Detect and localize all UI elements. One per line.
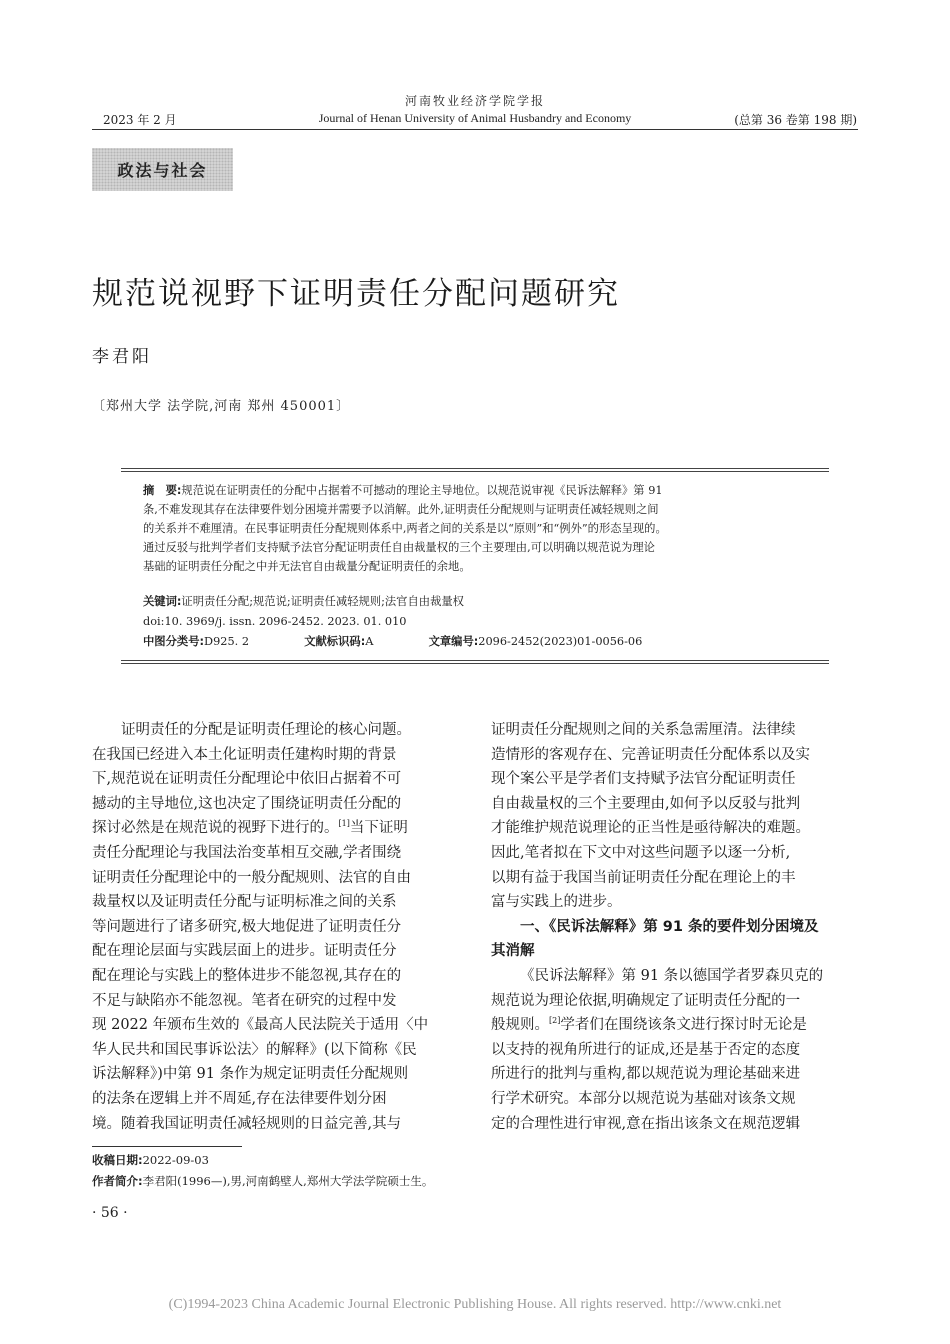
body-line: 现 2022 年颁布生效的《最高人民法院关于适用〈中	[92, 1017, 429, 1034]
body-line: 定的合理性进行审视,意在指出该条文在规范逻辑	[491, 1115, 801, 1132]
body-line: 责任分配理论与我国法治变革相互交融,学者围绕	[92, 844, 402, 861]
body-line: 在我国已经进入本土化证明责任建构时期的背景	[92, 746, 397, 763]
body-line: 规范说为理论依据,明确规定了证明责任分配的一	[491, 992, 801, 1009]
body-line: 裁量权以及证明责任分配与证明标准之间的关系	[92, 894, 397, 911]
citation-ref: [1]	[338, 819, 350, 829]
body-line: 《民诉法解释》第 91 条以德国学者罗森贝克的	[520, 967, 824, 984]
copyright-notice: (C)1994-2023 China Academic Journal Electronic Publishing House. All rights reserved. http://www.cnki.net	[168, 1297, 782, 1312]
abstract-line: 通过反驳与批判学者们支持赋予法官分配证明责任自由裁量权的三个主要理由,可以明确以规范说为理论	[143, 541, 655, 554]
body-line: 诉法解释》)中第 91 条作为规定证明责任分配规则	[92, 1066, 409, 1083]
journal-title-en: Journal of Henan University of Animal Husbandry and Economy	[318, 111, 632, 125]
volume-info: (总第 36 卷第 198 期)	[734, 113, 857, 127]
author-affiliation: 〔郑州大学 法学院,河南 郑州 450001〕	[92, 399, 351, 414]
body-line: 证明责任分配规则之间的关系急需厘清。法律续	[491, 722, 796, 738]
journal-title-cn: 河南牧业经济学院学报	[404, 94, 545, 108]
body-line: 探讨必然是在规范说的视野下进行的。[1]当下证明	[92, 819, 408, 837]
clc-field: 中图分类号:D925. 2	[143, 635, 250, 648]
doc-code-field: 文献标识码:A	[304, 635, 374, 648]
body-line: 以支持的视角所进行的证成,还是基于否定的态度	[491, 1041, 801, 1058]
body-line: 证明责任的分配是证明责任理论的核心问题。	[121, 722, 411, 738]
footnote-rule	[92, 1146, 242, 1147]
body-line: 华人民共和国民事诉讼法〉的解释》(以下简称《民	[92, 1041, 417, 1058]
body-line: 般规则。[2]学者们在围绕该条文进行探讨时无论是	[491, 1016, 807, 1034]
article-number-field: 文章编号:2096-2452(2023)01-0056-06	[428, 635, 643, 648]
body-line: 境。随着我国证明责任减轻规则的日益完善,其与	[92, 1115, 402, 1132]
author-name: 李君阳	[92, 347, 152, 367]
body-line: 配在理论与实践上的整体进步不能忽视,其存在的	[92, 967, 402, 984]
body-line: 现个案公平是学者们支持赋予法官分配证明责任	[491, 771, 796, 788]
body-line: 以期有益于我国当前证明责任分配在理论上的丰	[491, 869, 796, 886]
keywords: 关键词:证明责任分配;规范说;证明责任减轻规则;法官自由裁量权	[143, 595, 464, 608]
abstract-line: 条,不难发现其存在法律要件划分困境并需要予以消解。此外,证明责任分配规则与证明责任减轻规则之间	[143, 503, 659, 516]
body-line: 不足与缺陷亦不能忽视。笔者在研究的过程中发	[92, 992, 397, 1009]
doi: doi:10. 3969/j. issn. 2096-2452. 2023. 01. 010	[143, 615, 407, 628]
body-line: 下,规范说在证明责任分配理论中依旧占据着不可	[92, 771, 402, 788]
article-title: 规范说视野下证明责任分配问题研究	[92, 276, 620, 312]
abstract-line: 摘 要:规范说在证明责任的分配中占据着不可撼动的理论主导地位。以规范说审视《民诉法解释》第 91	[143, 484, 663, 497]
author-bio: 作者简介:李君阳(1996—),男,河南鹤壁人,郑州大学法学院硕士生。	[92, 1174, 434, 1188]
page-number: · 56 ·	[92, 1205, 128, 1221]
header-rule	[92, 129, 858, 130]
section-heading-cont: 其消解	[491, 943, 535, 960]
abstract-label: 摘 要:	[143, 484, 182, 497]
body-right-column	[491, 718, 861, 1136]
column-tag: 政法与社会	[92, 148, 233, 191]
body-line: 自由裁量权的三个主要理由,如何予以反驳与批判	[491, 795, 801, 812]
body-line: 等问题进行了诸多研究,极大地促进了证明责任分	[92, 918, 402, 935]
received-date: 收稿日期:2022-09-03	[92, 1153, 209, 1167]
issue-date: 2023 年 2 月	[103, 113, 177, 127]
body-line: 因此,笔者拟在下文中对这些问题予以逐一分析,	[491, 844, 791, 861]
body-line: 行学术研究。本部分以规范说为基础对该条文规	[491, 1090, 796, 1107]
body-line: 的法条在逻辑上并不周延,存在法律要件划分困	[92, 1090, 387, 1107]
body-line: 所进行的批判与重构,都以规范说为理论基础来进	[491, 1066, 801, 1083]
body-line: 撼动的主导地位,这也决定了围绕证明责任分配的	[92, 795, 402, 812]
section-heading: 一、《民诉法解释》第 91 条的要件划分困境及	[520, 918, 819, 935]
body-line: 富与实践上的进步。	[491, 894, 622, 911]
abstract-line: 的关系并不难厘清。在民事证明责任分配规则体系中,两者之间的关系是以“原则”和“例外”的形态呈现的。	[143, 522, 667, 535]
body-line: 才能维护规范说理论的正当性是亟待解决的难题。	[491, 820, 810, 837]
body-line: 造情形的客观存在、完善证明责任分配体系以及实	[491, 746, 810, 763]
body-line: 配在理论层面与实践层面上的进步。证明责任分	[92, 943, 397, 960]
abstract-line: 基础的证明责任分配之中并无法官自由裁量分配证明责任的余地。	[143, 560, 471, 573]
classification-row	[143, 632, 642, 651]
body-line: 证明责任分配理论中的一般分配规则、法官的自由	[92, 869, 411, 886]
body-left-column	[92, 718, 462, 1136]
citation-ref: [2]	[549, 1016, 561, 1026]
keywords-label: 关键词:	[143, 595, 182, 608]
